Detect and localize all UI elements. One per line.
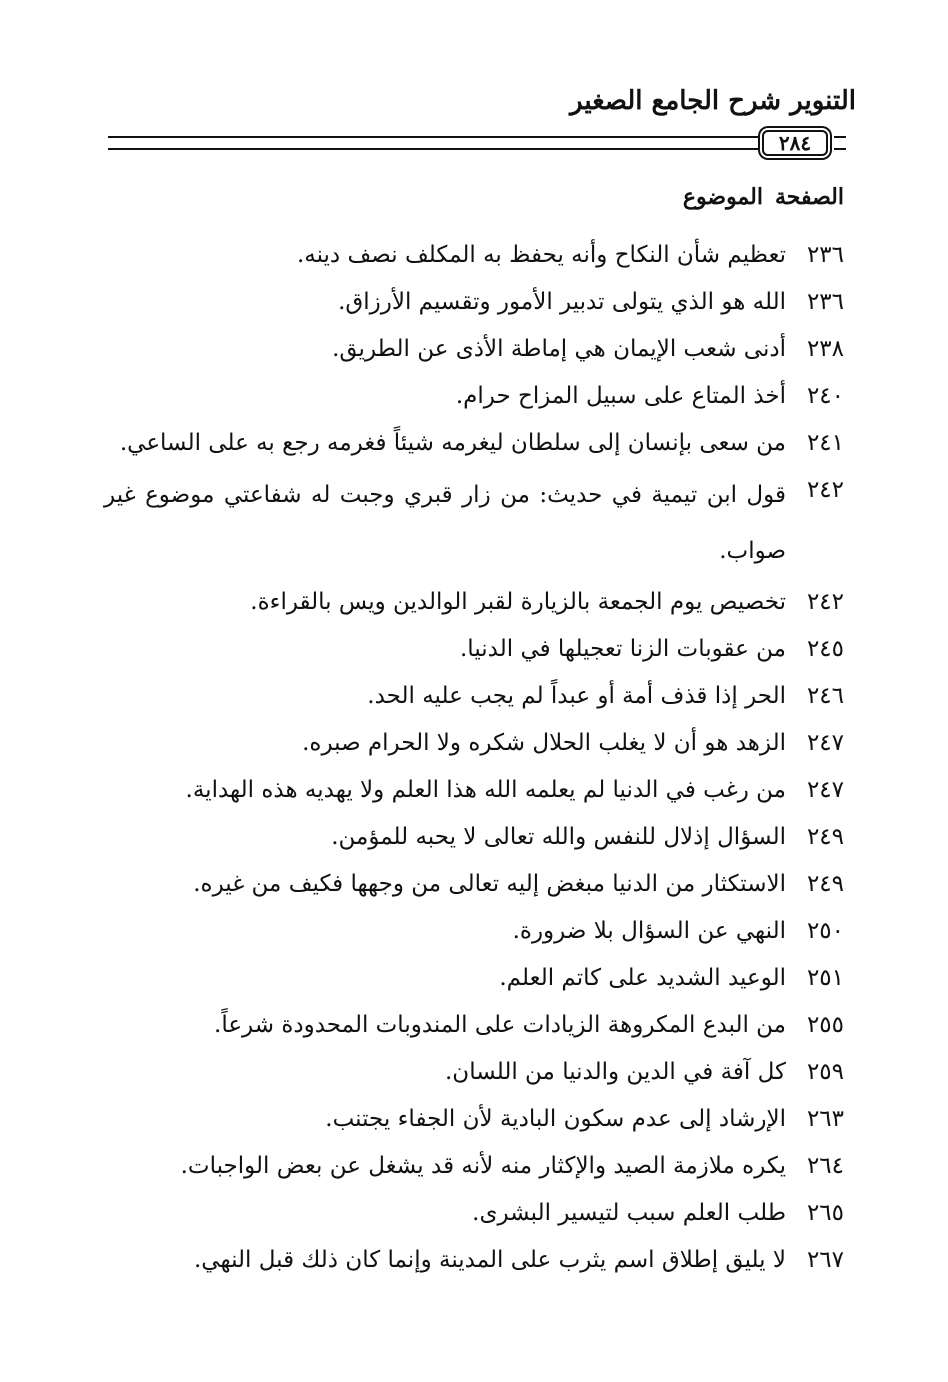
entry-topic: أخذ المتاع على سبيل المزاح حرام. bbox=[455, 383, 786, 409]
page-number: ٢٨٤ bbox=[762, 130, 828, 156]
entry-page: ٢٤٩ bbox=[806, 824, 844, 850]
index-entry bbox=[104, 326, 844, 373]
entry-topic: من البدع المكروهة الزيادات على المندوبات المحدودة شرعاً. bbox=[214, 1012, 786, 1038]
index-entry bbox=[104, 1002, 844, 1049]
entry-page: ٢٦٥ bbox=[806, 1200, 844, 1226]
index-entry bbox=[104, 373, 844, 420]
index-entry bbox=[104, 955, 844, 1002]
header-double-rule bbox=[108, 136, 758, 150]
entry-topic: من عقوبات الزنا تعجيلها في الدنيا. bbox=[460, 636, 786, 662]
entry-page: ٢٦٧ bbox=[806, 1247, 844, 1273]
index-entry bbox=[104, 579, 844, 626]
index-entry bbox=[104, 467, 844, 579]
entry-page: ٢٤٧ bbox=[806, 777, 844, 803]
entry-page: ٢٤٧ bbox=[806, 730, 844, 756]
column-header-page: الصفحة bbox=[774, 184, 844, 210]
entry-page: ٢٤٠ bbox=[806, 383, 844, 409]
index-entry bbox=[104, 767, 844, 814]
index-entry bbox=[104, 908, 844, 955]
index-entry bbox=[104, 1049, 844, 1096]
entry-page: ٢٥٥ bbox=[806, 1012, 844, 1038]
entry-topic: الاستكثار من الدنيا مبغض إليه تعالى من وجهها فكيف من غيره. bbox=[193, 871, 786, 897]
header-rule bbox=[108, 130, 846, 156]
entry-topic: الزهد هو أن لا يغلب الحلال شكره ولا الحرام صبره. bbox=[302, 730, 786, 756]
entry-topic: يكره ملازمة الصيد والإكثار منه لأنه قد يشغل عن بعض الواجبات. bbox=[180, 1153, 786, 1179]
entry-page: ٢٤٦ bbox=[806, 683, 844, 709]
entry-page: ٢٣٦ bbox=[806, 242, 844, 268]
entry-page: ٢٤١ bbox=[806, 430, 844, 456]
entry-topic: النهي عن السؤال بلا ضرورة. bbox=[512, 918, 786, 944]
entry-topic: كل آفة في الدين والدنيا من اللسان. bbox=[445, 1059, 786, 1085]
entry-topic: أدنى شعب الإيمان هي إماطة الأذى عن الطريق. bbox=[332, 336, 786, 362]
entry-page: ٢٥٩ bbox=[806, 1059, 844, 1085]
entry-topic: الوعيد الشديد على كاتم العلم. bbox=[499, 965, 786, 991]
entry-topic: تعظيم شأن النكاح وأنه يحفظ به المكلف نصف دينه. bbox=[296, 242, 786, 268]
index-entry bbox=[104, 720, 844, 767]
running-header-title: التنوير شرح الجامع الصغير bbox=[570, 86, 856, 116]
entry-page: ٢٦٤ bbox=[806, 1153, 844, 1179]
index-entry bbox=[104, 673, 844, 720]
entry-topic: لا يليق إطلاق اسم يثرب على المدينة وإنما كان ذلك قبل النهي. bbox=[193, 1247, 786, 1273]
index-entry bbox=[104, 1096, 844, 1143]
entry-topic: تخصيص يوم الجمعة بالزيارة لقبر الوالدين ويس بالقراءة. bbox=[250, 589, 786, 615]
entry-page: ٢٤٢ bbox=[806, 589, 844, 615]
entry-topic: طلب العلم سبب لتيسير البشرى. bbox=[472, 1200, 786, 1226]
entry-page: ٢٣٦ bbox=[806, 289, 844, 315]
column-header-topic: الموضوع bbox=[682, 184, 763, 210]
entry-page: ٢٦٣ bbox=[806, 1106, 844, 1132]
entry-topic: الله هو الذي يتولى تدبير الأمور وتقسيم الأرزاق. bbox=[338, 289, 786, 315]
header-rule-end bbox=[834, 136, 846, 150]
index-entry bbox=[104, 279, 844, 326]
entry-page: ٢٤٩ bbox=[806, 871, 844, 897]
index-entry bbox=[104, 861, 844, 908]
entry-page: ٢٥٠ bbox=[806, 918, 844, 944]
entry-topic: السؤال إذلال للنفس والله تعالى لا يحبه للمؤمن. bbox=[331, 824, 786, 850]
index-entry bbox=[104, 1143, 844, 1190]
index-entry bbox=[104, 814, 844, 861]
index-entry bbox=[104, 626, 844, 673]
index-entry bbox=[104, 232, 844, 279]
index-entry bbox=[104, 1190, 844, 1237]
index-entry bbox=[104, 1237, 844, 1284]
entry-topic: الإرشاد إلى عدم سكون البادية لأن الجفاء يجتنب. bbox=[325, 1106, 786, 1132]
entry-topic: من رغب في الدنيا لم يعلمه الله هذا العلم ولا يهديه هذه الهداية. bbox=[185, 777, 786, 803]
topic-index-list bbox=[104, 232, 844, 1284]
entry-page: ٢٣٨ bbox=[806, 336, 844, 362]
index-entry bbox=[104, 420, 844, 467]
entry-topic: قول ابن تيمية في حديث: من زار قبري وجبت له شفاعتي موضوع غير صواب. bbox=[104, 482, 786, 564]
entry-page: ٢٤٢ bbox=[806, 477, 844, 503]
entry-page: ٢٥١ bbox=[806, 965, 844, 991]
entry-page: ٢٤٥ bbox=[806, 636, 844, 662]
entry-topic: من سعى بإنسان إلى سلطان ليغرمه شيئاً فغرمه رجع به على الساعي. bbox=[119, 430, 786, 456]
entry-topic: الحر إذا قذف أمة أو عبداً لم يجب عليه الحد. bbox=[367, 683, 786, 709]
index-column-header bbox=[683, 184, 844, 210]
